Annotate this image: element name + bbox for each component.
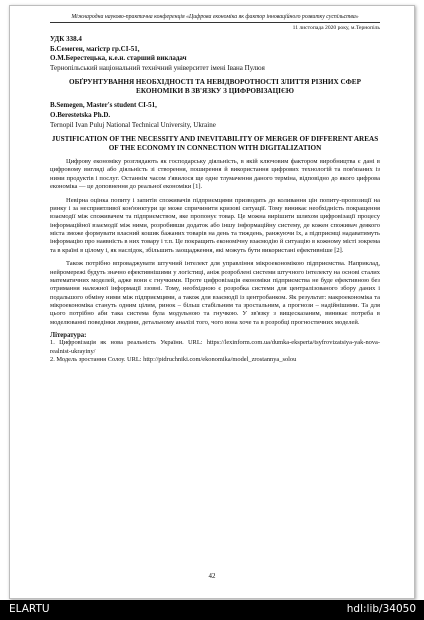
references-title: Література: <box>50 332 87 340</box>
en-author-2: O.Berestetska Ph.D. <box>50 110 111 119</box>
body-paragraph-2: Невірна оцінка попиту і запитів споживачів підприємцями призводить до коливання цін попиту-пропозиції на ринку і за несприятливої кон'юнктури це може спричинити кризові ситуації. Тому виникає необхідність покращення взаємодії між споживачем та підприємством, яке пропонує товар. Це можна вирішити шляхом цифровізації процесу інформаційної взаємодії між ними, розробивши додаток або іншу інформаційну систему, де кожен споживач деякого міста зможе формувати власний кошик бажаних товарів на день та тиждень, ранжуючи їх, а підприємці надаватимуть інформацію про наявність в них товару і т.п. Це покращить економічну взаємодію й ситуацію в кожному місті зокрема та в країні в цілому і, як наслідок, збільшить заощадження, які можуть бути використані ефективніше [2]. <box>50 196 380 254</box>
en-meta <box>50 101 380 130</box>
references-list <box>50 339 380 364</box>
page-number: 42 <box>208 572 216 580</box>
ua-author-1: Б.Семеген, магістр гр.СІ-51, <box>50 44 140 53</box>
document-page <box>9 5 415 599</box>
en-affiliation: Ternopil Ivan Puluj National Technical University, Ukraine <box>50 120 216 129</box>
article-body <box>50 158 380 327</box>
ua-meta <box>50 35 380 73</box>
conference-header: Міжнародна науково-практична конференція «Цифрова економіка як фактор інноваційного розвитку суспільства» <box>50 14 380 23</box>
conference-date: 11 листопада 2020 року, м.Тернопіль <box>292 25 380 31</box>
ua-affiliation: Тернопільський національний технічний університет імені Івана Пулюя <box>50 63 265 72</box>
body-paragraph-1: Цифрову економіку розглядають як господарську діяльність, в якій ключовим фактором виробництва є дані в цифровому вигляді або діяльність зі створення, поширення й використання цифрових технологій та пов'язаних із ними продуктів і послуг. Останнім часом з'явилося ще одне тлумачення даного терміна, відповідно до якого цифрова економіка — це доповнення до реальної економіки [1]. <box>50 158 380 191</box>
ua-title: ОБҐРУНТУВАННЯ НЕОБХІДНОСТІ ТА НЕВІДВОРОТНОСТІ ЗЛИТТЯ РІЗНИХ СФЕР ЕКОНОМІКИ В ЗВ'ЯЗКУ З ЦИФРОВІЗАЦІЄЮ <box>69 78 361 96</box>
en-author-1: B.Semegen, Master's student СІ-51, <box>50 101 157 110</box>
ua-author-2: О.М.Берестецька, к.е.н. старший викладач <box>50 54 187 63</box>
footer-bar <box>0 600 424 620</box>
footer-repository-label: ELARTU <box>9 603 50 615</box>
page-content <box>50 14 380 364</box>
footer-handle-label: hdl:lib/34050 <box>346 603 416 615</box>
en-title: JUSTIFICATION OF THE NECESSITY AND INEVITABILITY OF MERGER OF DIFFERENT AREAS OF THE ECONOMY IN CONNECTION WITH DIGITALIZATION <box>51 135 379 153</box>
udc-code: УДК 338.4 <box>50 35 82 43</box>
body-paragraph-3: Також потрібно впроваджувати штучний інтелект для управління мікроекономікою підприємства. Наприклад, нейромережі будуть значно ефективнішими у логістиці, аніж розроблені системи штучного інтелекту на основі сталих математичних моделей, адже вони є гнучкими. Проте цифровізація економіки підприємства не буде ефективною без отримання належної інформації ззовні. Тому, необхідною є розробка системи для централізованого збору даних і подальшого обміну ними між підприємцями, а також для взаємодії із центробанком. Як результат: макроекономіка та мікроекономіка стануть одним цілим, ринок – більш стабільним та зростальним, а прогнози – надійнішими. Та для цього потрібно аби така система була модульною та гнучкою. У зв'язку з вищесказаним, виникає потреба в моделюванні поведінки людини, детальному аналізі того, чого вона хоче та в розробці прогностичних моделей. <box>50 260 380 326</box>
reference-item: 2. Модель зростання Солоу. URL: http://pidruchniki.com/ekonomika/model_zrostannya_solou <box>50 355 297 363</box>
reference-item: 1. Цифровізація як нова реальність України. URL: https://lexinform.com.ua/dumka-eksperta/tsyfrovizatsiya-yak-nova-realnist-ukrayiny/ <box>50 339 380 355</box>
